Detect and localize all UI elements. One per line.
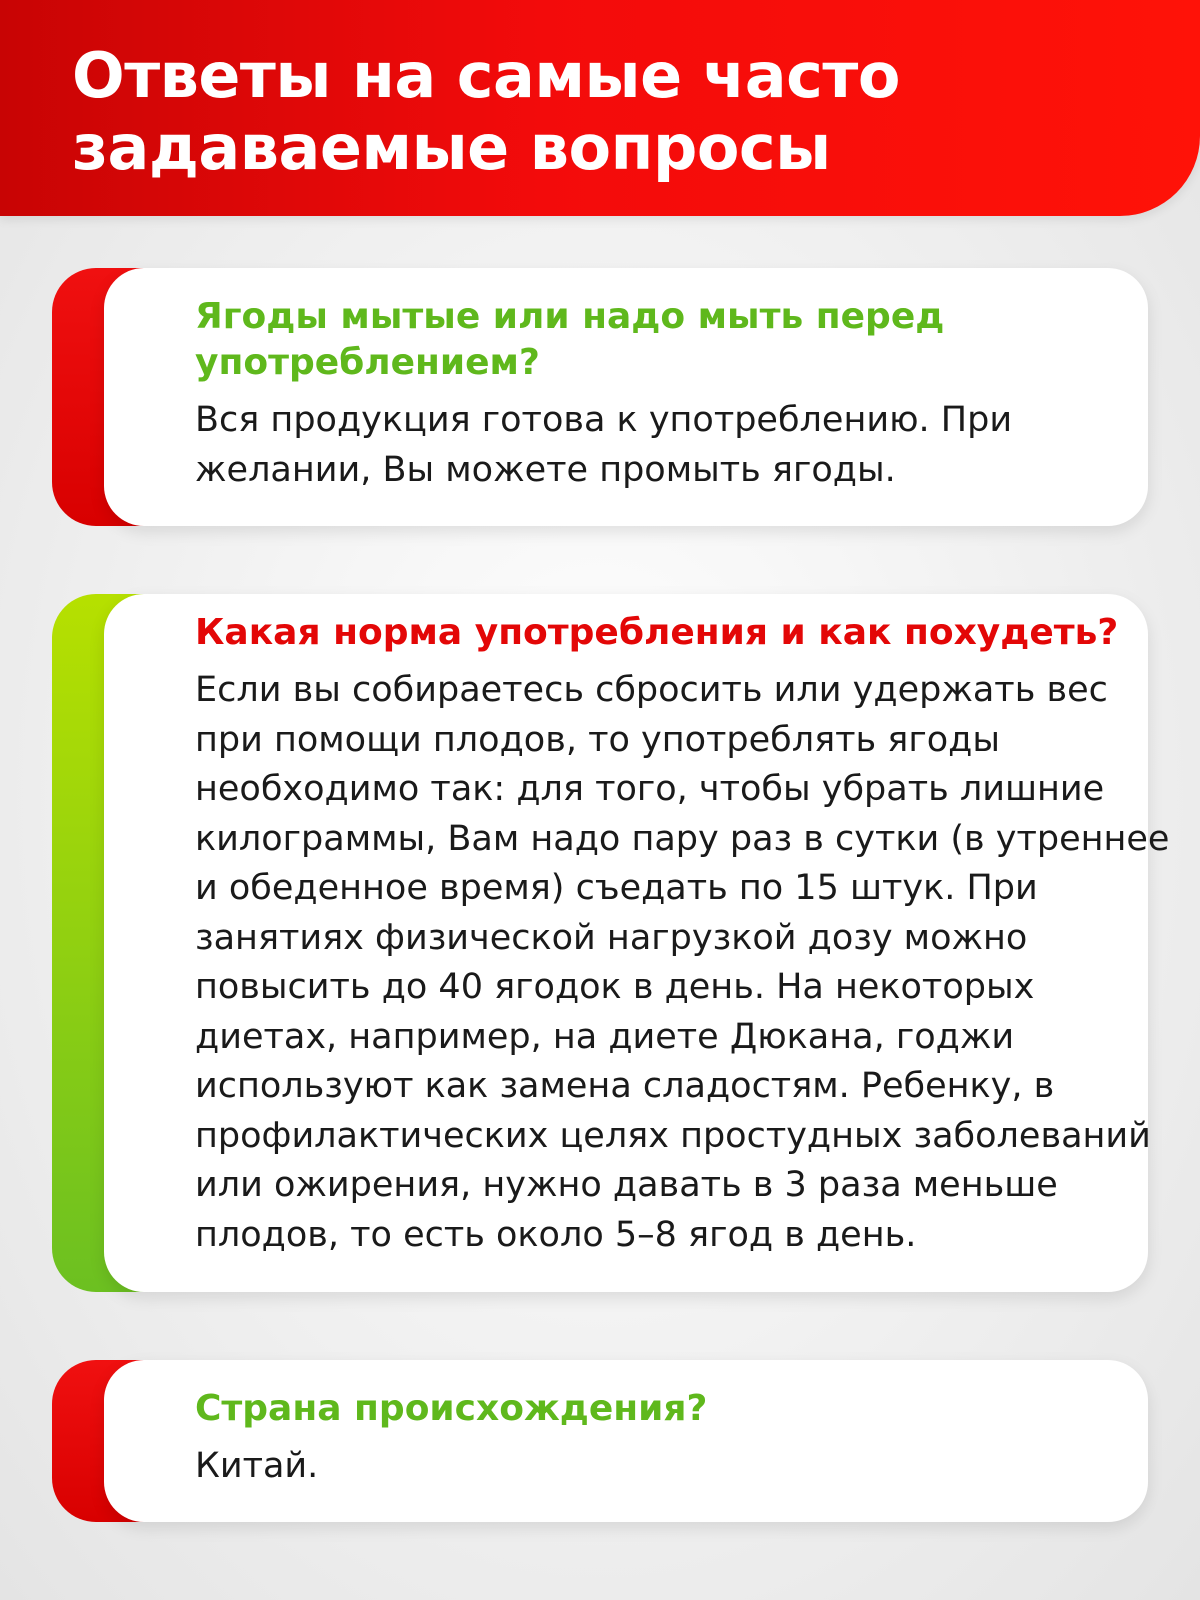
faq-question: Страна происхождения?: [195, 1388, 708, 1429]
faq-answer: Китай.: [195, 1446, 319, 1486]
faq-question: Какая норма употребления и как похудеть?: [195, 612, 1119, 653]
faq-answer: Вся продукция готова к употреблению. При желании, Вы можете промыть ягоды.: [195, 400, 1013, 490]
faq-panel: [104, 1360, 1148, 1522]
faq-card-origin: [52, 1360, 1148, 1522]
page-title: Ответы на самые часто задаваемые вопросы: [72, 39, 900, 184]
faq-card-washing: [52, 268, 1148, 526]
faq-answer: Если вы собираетесь сбросить или удержать вес при помощи плодов, то употреблять ягоды необходимо так: для того, чтобы убрать лишние килограммы, Вам надо пару раз в сутки (в утреннее и обеденное время) съедать по 15 штук. При занятиях физической нагрузкой дозу можно повысить до 40 ягодок в день. На некоторых диетах, например, на диете Дюкана, годжи используют как замена сладостям. Ребенку, в профилактических целях простудных заболеваний или ожирения, нужно давать в 3 раза меньше плодов, то есть около 5–8 ягод в день.: [195, 670, 1170, 1255]
faq-question: Ягоды мытые или надо мыть перед употреблением?: [195, 296, 945, 383]
faq-card-dosage: [52, 594, 1170, 1292]
header-banner: [0, 0, 1200, 216]
